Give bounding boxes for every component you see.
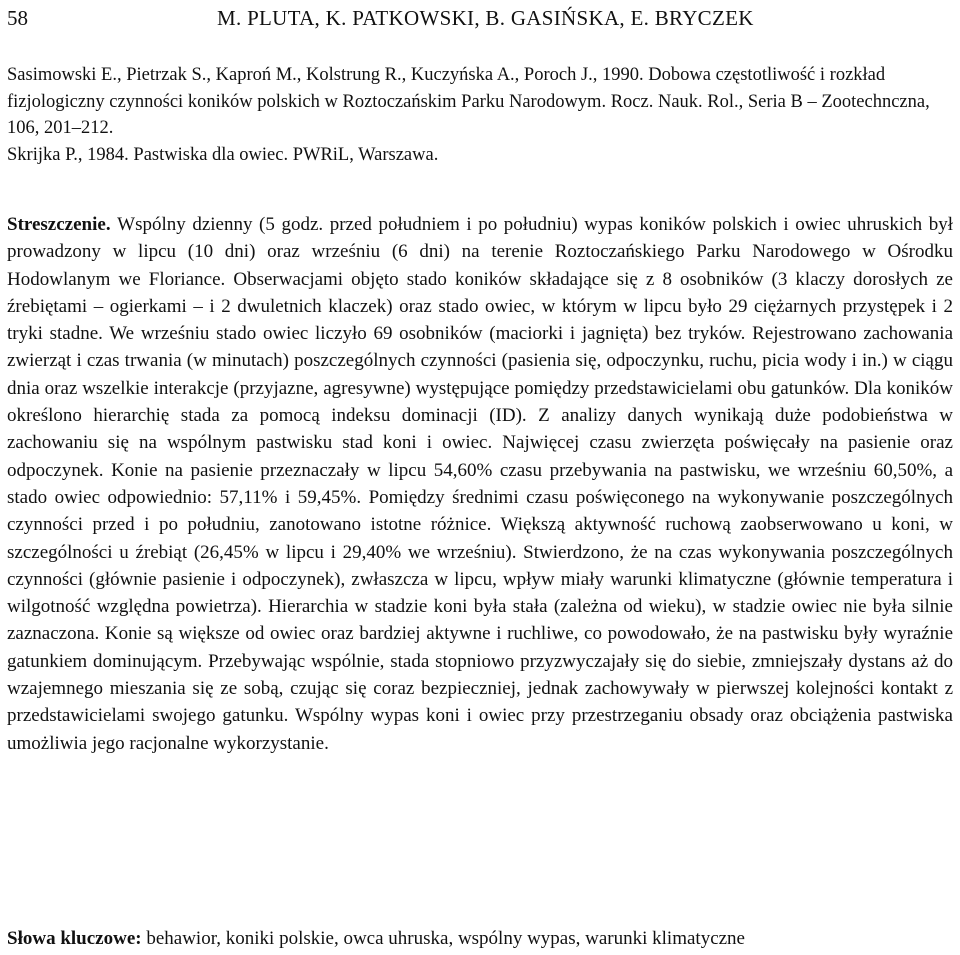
page-header <box>7 2 950 38</box>
abstract-text: Wspólny dzienny (5 godz. przed południem i po południu) wypas koników polskich i owiec uhruskich był prowadzony w lipcu (10 dni) oraz wrześniu (6 dni) na terenie Roztoczańskiego Parku Narodowego w Ośrodku Hodowlanym we Floriance. Obserwacjami objęto stado koników składające się z 8 osobników (3 klaczy dorosłych ze źrebiętami – ogierkami – i 2 dwuletnich klaczek) oraz stado owiec, w którym w lipcu było 29 ciężarnych przystępek i 2 tryki stadne. We wrześniu stado owiec liczyło 69 osobników (maciorki i jagnięta) bez tryków. Rejestrowano zachowania zwierząt i czas trwania (w minutach) poszczególnych czynności (pasienia się, odpoczynku, ruchu, picia wody i in.) w ciągu dnia oraz wszelkie interakcje (przyjazne, agresywne) występujące pomiędzy przedstawicielami obu gatunków. Dla koników określono hierarchię stada za pomocą indeksu dominacji (ID). Z analizy danych wynikają duże podobieństwa w zachowaniu się na wspólnym pastwisku stad koni i owiec. Najwięcej czasu zwierzęta poświęcały na pasienie oraz odpoczynek. Konie na pasienie przeznaczały w lipcu 54,60% czasu przebywania na pastwisku, we wrześniu 60,50%, a stado owiec odpowiednio: 57,11% i 59,45%. Pomiędzy średnimi czasu poświęconego na wykonywanie poszczególnych czynności przed i po południu, zanotowano istotne różnice. Większą aktywność ruchową zaobserwowano u koni, w szczególności u źrebiąt (26,45% w lipcu i 29,40% we wrześniu). Stwierdzono, że na czas wykonywania poszczególnych czynności (głównie pasienie i odpoczynek), zwłaszcza w lipcu, wpływ miały warunki klimatyczne (głównie temperatura i wilgotność względna powietrza). Hierarchia w stadzie koni była stała (zależna od wieku), w stadzie owiec nie była silnie zaznaczona. Konie są większe od owiec oraz bardziej aktywne i ruchliwe, co powodowało, że na pastwisku były wyraźnie gatunkiem dominującym. Przebywając wspólnie, stada stopniowo przyzwyczajały się do siebie, zmniejszały dystans aż do wzajemnego mieszania się ze sobą, czując się coraz bezpieczniej, jednak zachowywały w pierwszej kolejności kontakt z przedstawicielami swojego gatunku. Wspólny wypas koni i owiec przy przestrzeganiu obsady oraz obciążenia pastwiska umożliwia jego racjonalne wykorzystanie. <box>7 214 953 754</box>
page-number: 58 <box>7 6 28 30</box>
keywords-text: behawior, koniki polskie, owca uhruska, wspólny wypas, warunki klimatyczne <box>146 928 745 949</box>
keywords-label: Słowa kluczowe: <box>7 928 147 949</box>
reference-sasimowski: Sasimowski E., Pietrzak S., Kaproń M., Kolstrung R., Kuczyńska A., Poroch J., 1990. Dobowa częstotliwość i rozkład fizjologiczny czynności koników polskich w Roztoczańskim Parku Narodowym. Rocz. Nauk. Rol., Seria B – Zootechnczna, 106, 201–212. <box>7 65 930 138</box>
reference-skrijka: Skrijka P., 1984. Pastwiska dla owiec. PWRiL, Warszawa. <box>7 144 439 165</box>
abstract <box>7 211 953 757</box>
keywords <box>7 926 953 952</box>
references-list <box>7 62 947 168</box>
abstract-label: Streszczenie. <box>7 214 118 235</box>
running-head-authors: M. PLUTA, K. PATKOWSKI, B. GASIŃSKA, E. BRYCZEK <box>217 6 754 30</box>
